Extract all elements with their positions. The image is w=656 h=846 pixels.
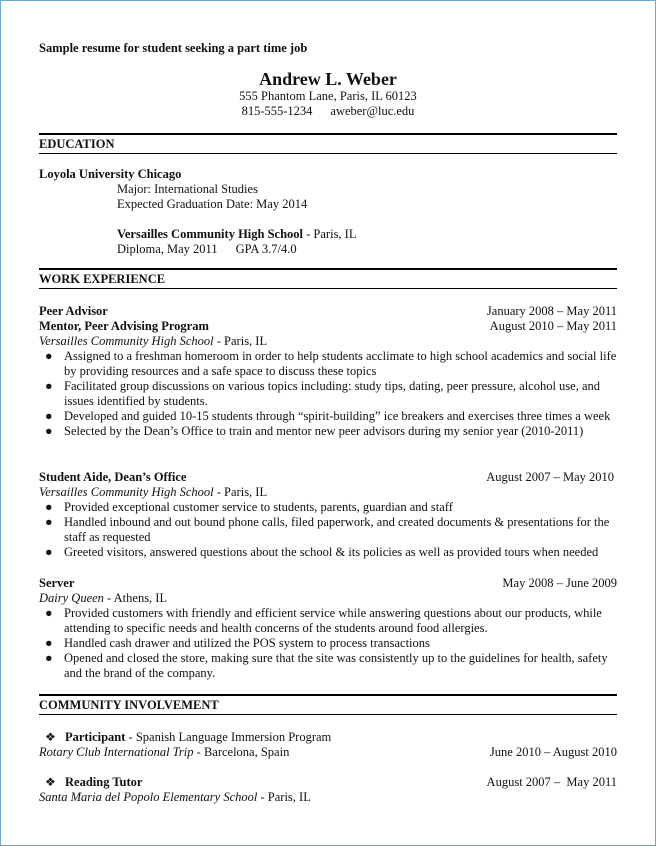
- community-location: - Paris, IL: [257, 790, 311, 804]
- employer-line: [39, 485, 617, 500]
- job-title-row: [39, 576, 617, 591]
- diploma-line: [117, 242, 297, 257]
- diploma: Diploma, May 2011: [117, 242, 218, 256]
- community-location: - Barcelona, Spain: [193, 745, 290, 759]
- community-section-header: [39, 694, 617, 715]
- bullet-icon: ●: [45, 636, 53, 650]
- work-heading: WORK EXPERIENCE: [39, 272, 166, 286]
- job-title: Server: [39, 576, 75, 590]
- job-dates: May 2008 – June 2009: [502, 576, 617, 590]
- community-org: Rotary Club International Trip: [39, 745, 194, 759]
- education-heading: EDUCATION: [39, 137, 115, 151]
- employer-name: Dairy Queen: [39, 591, 104, 605]
- community-dates: June 2010 – August 2010: [489, 745, 617, 759]
- community-role: Participant: [65, 730, 126, 744]
- employer-location: - Athens, IL: [103, 591, 168, 605]
- job-bullets: [39, 349, 617, 439]
- employer-location: - Paris, IL: [213, 485, 268, 499]
- job-title-row: [39, 304, 617, 319]
- community-role: Reading Tutor: [65, 775, 143, 789]
- bullet-icon: ●: [45, 651, 53, 665]
- community-org: Santa Maria del Popolo Elementary School: [39, 790, 258, 804]
- job-title: Peer Advisor: [39, 304, 108, 318]
- bullet-icon: ●: [45, 606, 53, 620]
- education-section-header: [39, 133, 617, 154]
- employer-location: - Paris, IL: [213, 334, 268, 348]
- document-caption: Sample resume for student seeking a part time job: [39, 41, 308, 55]
- job-dates-secondary: August 2010 – May 2011: [489, 319, 617, 333]
- community-org-row: [39, 790, 617, 805]
- phone-number: 815-555-1234: [241, 104, 313, 118]
- bullet-item: ● Opened and closed the store, making sure that the site was consistently up to the guidelines for health, safety and the brand of the company.: [45, 651, 608, 680]
- community-heading: COMMUNITY INVOLVEMENT: [39, 698, 219, 712]
- contact-line: [1, 104, 655, 119]
- bullet-icon: ●: [45, 424, 53, 438]
- job-title-secondary: Mentor, Peer Advising Program: [39, 319, 209, 333]
- employer-name: Versailles Community High School: [39, 485, 214, 499]
- bullet-item: ● Handled cash drawer and utilized the POS system to process transactions: [45, 636, 430, 650]
- school-name: Loyola University Chicago: [39, 167, 182, 181]
- bullet-item: ● Provided customers with friendly and efficient service while answering questions about our products, while attending to specific needs and health concerns of the students around food allergies.: [45, 606, 602, 635]
- employer-line: [39, 334, 617, 349]
- diamond-bullet-icon: ❖: [45, 730, 56, 744]
- community-description: - Spanish Language Immersion Program: [125, 730, 332, 744]
- employer-name: Versailles Community High School: [39, 334, 214, 348]
- community-item: [39, 775, 617, 790]
- bullet-icon: ●: [45, 545, 53, 559]
- high-school-location: - Paris, IL: [303, 227, 357, 241]
- gpa: GPA 3.7/4.0: [235, 242, 297, 256]
- graduation-date: Expected Graduation Date: May 2014: [117, 197, 308, 211]
- work-section-header: [39, 268, 617, 289]
- bullet-item: ● Developed and guided 10-15 students through “spirit-building” ice breakers and exercises three times a week: [45, 409, 611, 423]
- job-title-row: [39, 470, 617, 485]
- employer-line: [39, 591, 617, 606]
- email-address: aweber@luc.edu: [330, 104, 415, 118]
- bullet-item: ● Selected by the Dean’s Office to train and mentor new peer advisors during my senior year (2010-2011): [45, 424, 584, 438]
- bullet-item: ● Provided exceptional customer service to students, parents, guardian and staff: [45, 500, 453, 514]
- job-bullets: [39, 606, 617, 681]
- job-dates: January 2008 – May 2011: [486, 304, 617, 318]
- job-title-row: [39, 319, 617, 334]
- diamond-bullet-icon: ❖: [45, 775, 56, 789]
- bullet-icon: ●: [45, 349, 53, 363]
- major: Major: International Studies: [117, 182, 258, 196]
- candidate-name: Andrew L. Weber: [259, 69, 397, 89]
- high-school-name: Versailles Community High School: [117, 227, 304, 241]
- bullet-item: ● Assigned to a freshman homeroom in order to help students acclimate to high school academics and social life by providing resources and a safe space to discuss these topics: [45, 349, 617, 378]
- bullet-item: ● Handled inbound and out bound phone calls, filed paperwork, and created documents & presentations for the staff as requested: [45, 515, 610, 544]
- bullet-item: ● Facilitated group discussions on various topics including: study tips, dating, peer pressure, alcohol use, and issues identified by students.: [45, 379, 601, 408]
- community-dates: August 2007 – May 2011: [486, 775, 617, 789]
- bullet-icon: ●: [45, 379, 53, 393]
- community-org-row: [39, 745, 617, 760]
- community-item: [39, 730, 617, 745]
- high-school: [117, 227, 356, 242]
- job-title: Student Aide, Dean’s Office: [39, 470, 187, 484]
- bullet-icon: ●: [45, 500, 53, 514]
- bullet-icon: ●: [45, 515, 53, 529]
- candidate-address: 555 Phantom Lane, Paris, IL 60123: [239, 89, 417, 103]
- bullet-icon: ●: [45, 409, 53, 423]
- job-bullets: [39, 500, 617, 560]
- job-dates: August 2007 – May 2010: [486, 470, 614, 484]
- bullet-item: ● Greeted visitors, answered questions about the school & its policies as well as provided tours when needed: [45, 545, 599, 559]
